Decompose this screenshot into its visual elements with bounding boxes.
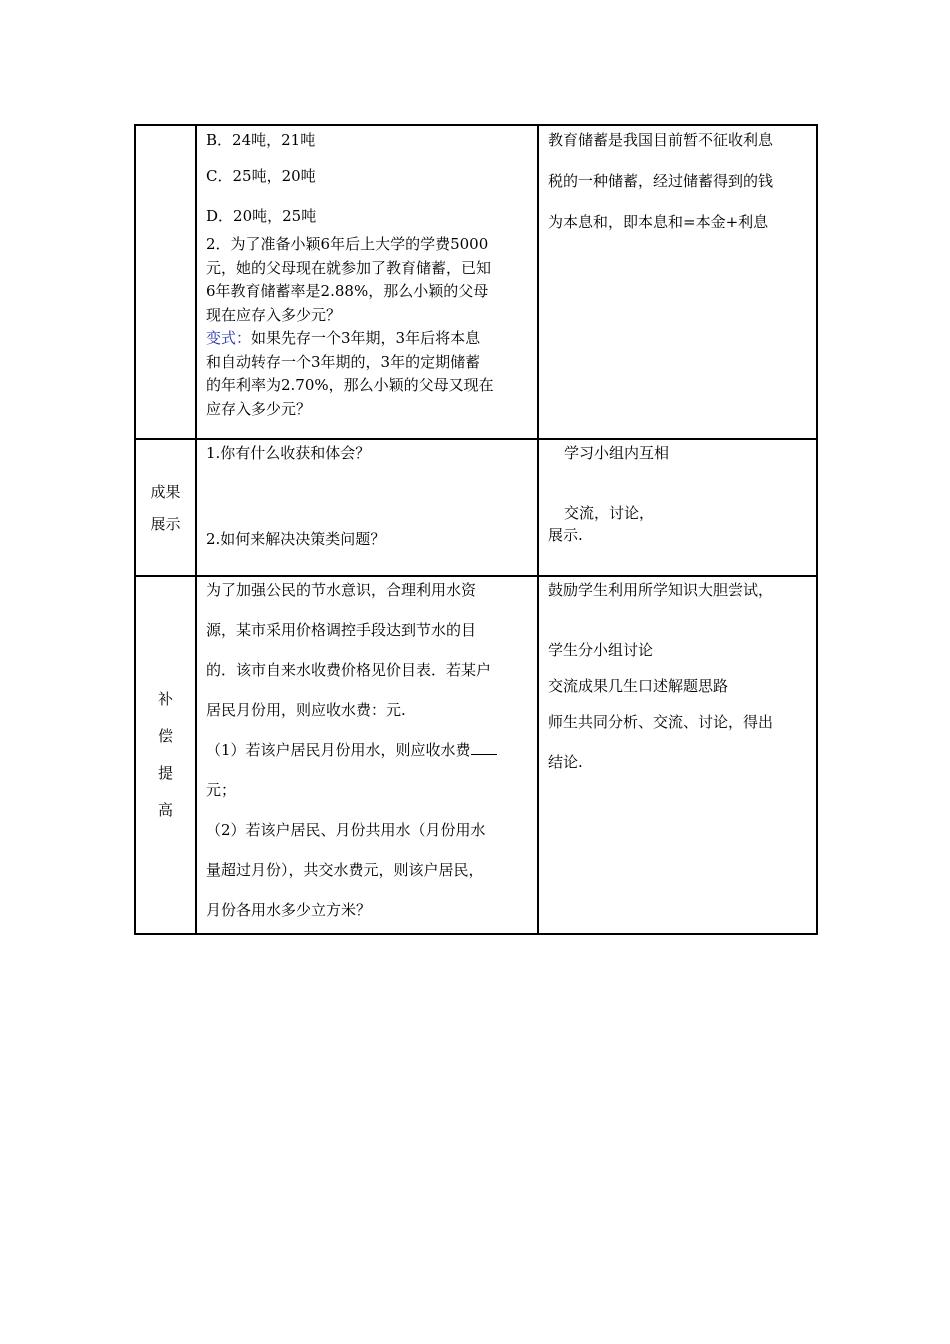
- table-row-exercise: [135, 125, 817, 439]
- note-line: 税的一种储蓄，经过储蓄得到的钱: [548, 172, 774, 190]
- row1-content-cell: [196, 125, 538, 439]
- row3-label-char: 提: [157, 764, 173, 782]
- row2-note: 展示.: [548, 526, 583, 544]
- note-line: 为本息和，即本息和=本金+利息: [548, 213, 769, 231]
- sub-question-1-text: （1）若该户居民月份用水，则应收水费: [206, 741, 471, 759]
- problem-line: 源，某市采用价格调控手段达到节水的目: [206, 621, 477, 639]
- answer-blank: [471, 740, 497, 755]
- row1-notes: [548, 120, 808, 243]
- note-line: 教育储蓄是我国目前暂不征收利息: [548, 131, 774, 149]
- sub-question-1-end: 元；: [206, 781, 237, 799]
- problem-line: 居民月份用，则应收水费：元.: [206, 701, 406, 719]
- sub-question-2-line: （2）若该户居民、月份共用水（月份用水: [206, 821, 486, 839]
- row2-note: 学习小组内互相: [564, 444, 670, 462]
- option-b: B．24吨，21吨: [206, 131, 316, 149]
- variant-first: 如果先存一个3年期，3年后将本息: [251, 329, 481, 347]
- row3-note: 交流成果几生口述解题思路: [548, 677, 729, 695]
- problem-line: 的．该市自来水收费价格见价目表．若某户: [206, 661, 492, 679]
- row3-notes-cell: [538, 576, 817, 934]
- row3-note: 学生分小组讨论: [548, 641, 654, 659]
- row2-label-line: 展示: [150, 514, 181, 533]
- water-problem: [206, 570, 529, 930]
- variant-line: 和自动转存一个3年期的，3年的定期储蓄: [206, 352, 481, 371]
- row2-note: 交流，讨论，: [564, 504, 655, 522]
- row3-notes: [548, 632, 808, 784]
- question-2-line: 6年教育储蓄率是2.88%，那么小颖的父母: [206, 282, 489, 300]
- row3-note: 结论.: [548, 753, 583, 771]
- question-2: [206, 233, 529, 327]
- variant-line: 的年利率为2.70%，那么小颖的父母又现在: [206, 376, 494, 394]
- row3-content-cell: [196, 576, 538, 934]
- row2-content-cell: [196, 439, 538, 576]
- question-2-line: 元，她的父母现在就参加了教育储蓄，已知: [206, 258, 492, 277]
- reflection-question-1: 1.你有什么收获和体会？: [206, 444, 371, 462]
- row2-label-line: 成果: [150, 482, 181, 501]
- table-row-results: [135, 439, 817, 576]
- question-2-line: 2．为了准备小颖6年后上大学的学费5000: [206, 235, 489, 253]
- variant-label: 变式：: [206, 329, 252, 347]
- table-row-extension: [135, 576, 817, 934]
- row3-note: 师生共同分析、交流、讨论，得出: [548, 713, 774, 731]
- sub-question-2-line: 月份各用水多少立方米？: [206, 901, 372, 919]
- row2-notes-cell: [538, 439, 817, 576]
- option-d: D．20吨，25吨: [206, 207, 317, 225]
- sub-question-1: [206, 730, 529, 770]
- problem-line: 为了加强公民的节水意识，合理利用水资: [206, 581, 477, 599]
- row3-label-char: 高: [157, 801, 173, 819]
- row3-note: 鼓励学生利用所学知识大胆尝试，: [548, 581, 774, 599]
- row2-label-cell: [135, 439, 196, 576]
- variant-line: 应存入多少元？: [206, 399, 312, 418]
- variant-question: [206, 327, 529, 421]
- sub-question-2-line: 量超过月份），共交水费元，则该户居民，: [206, 861, 484, 879]
- row1-notes-cell: [538, 125, 817, 439]
- reflection-question-2: 2.如何来解决决策类问题？: [206, 530, 386, 548]
- variant-line: [206, 327, 529, 351]
- row3-label-char: 偿: [157, 727, 173, 745]
- lesson-plan-table: [134, 124, 818, 935]
- row3-label-cell: [135, 576, 196, 934]
- question-2-line: 现在应存入多少元？: [206, 305, 342, 324]
- option-c: C．25吨，20吨: [206, 167, 316, 185]
- row3-label-char: 补: [157, 690, 173, 708]
- row1-label-cell: [135, 125, 196, 439]
